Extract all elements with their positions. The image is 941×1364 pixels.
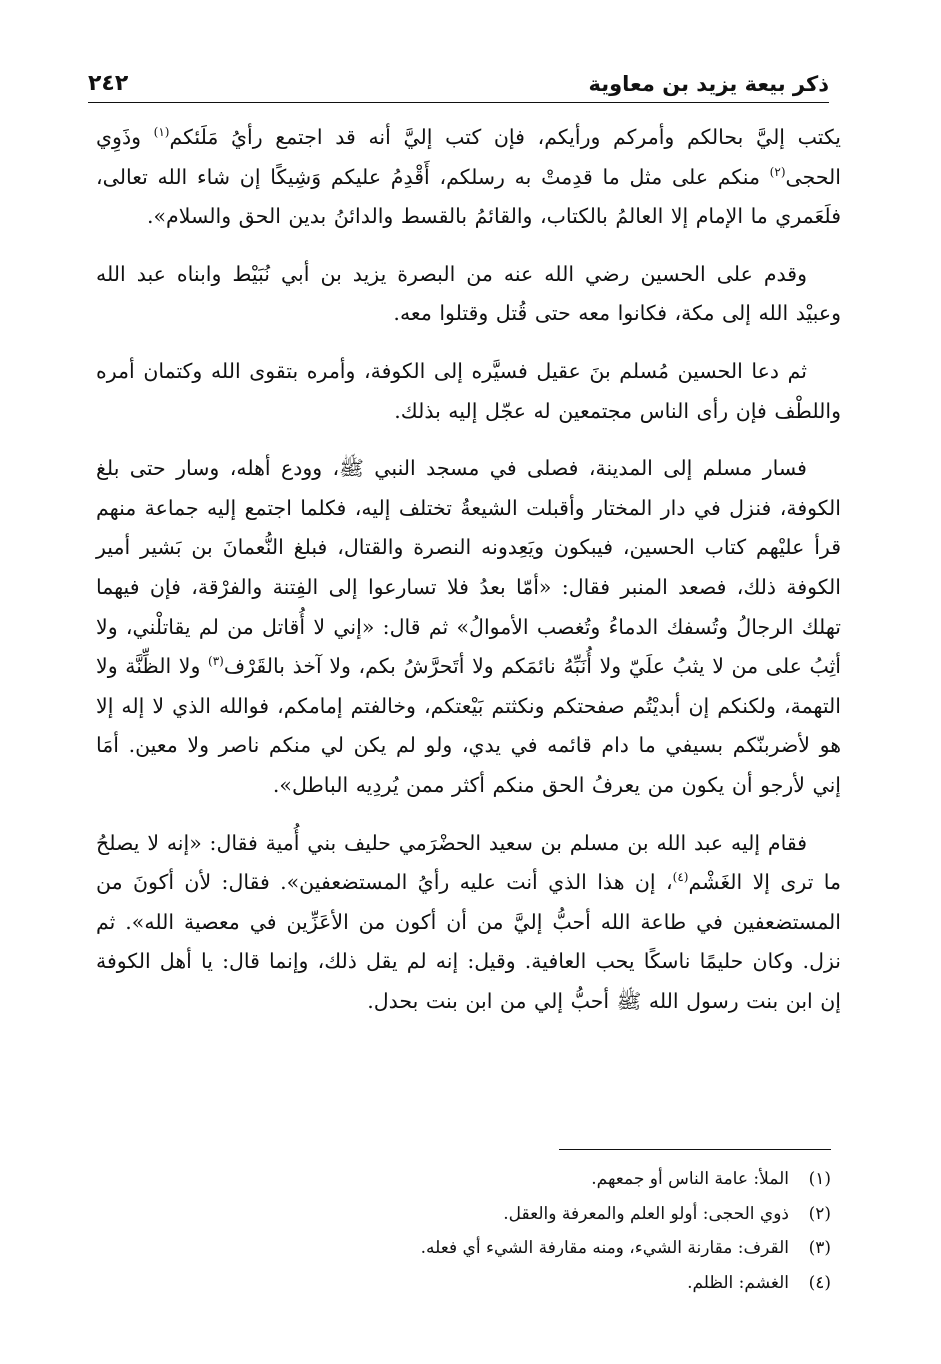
- footnote-marker-3: (٣): [208, 654, 224, 669]
- footnote-marker-1: (١): [153, 125, 170, 140]
- footnotes: [100, 1162, 831, 1300]
- running-head-title: ذكر بيعة يزيد بن معاوية: [588, 72, 829, 96]
- footnote-text: الغشم: الظلم.: [687, 1272, 789, 1293]
- footnote-text: ذوي الحجى: أولو العلم والمعرفة والعقل.: [503, 1203, 789, 1224]
- footnote-marker-4: (٤): [672, 870, 689, 885]
- text-run: وذَوِي الحجى: [96, 125, 841, 189]
- text-run: يكتب إليَّ بحالكم وأمركم ورأيكم، فإن كتب إليَّ أنه قد اجتمع رأيُ مَلَئكم: [169, 125, 841, 149]
- footnote-number: (٣): [808, 1238, 831, 1258]
- text-run: فسار مسلم إلى المدينة، فصلى في مسجد النبي ﷺ، وودع أهله، وسار حتى بلغ الكوفة، فنزل في دار المختار وأقبلت الشيعةُ تختلف إليه، فكلما اجتمع إليه جماعة منهم قرأ عليْهم كتاب الحسين، فيبكون ويَعِدونه النصرة والقتال، فبلغ النُّعمانَ بن بَشير أمير الكوفة ذلك، فصعد المنبر فقال: «أمّا بعدُ فلا تسارعوا إلى الفِتنة والفرْقة، فإن فيهما تهلك الرجالُ وتُسفك الدماءُ وتُغصب الأموالُ» ثم قال: «إني لا أُقاتل من لم يقاتلْني، ولا أثِبُ على من لا يثبُ علَيّ ولا أُنَبِّهُ نائمَكم ولا أتَحرَّشُ بكم، ولا آخذ بالقَرْف: [96, 456, 841, 679]
- body-text: [96, 118, 841, 1039]
- paragraph-1: [96, 118, 841, 237]
- footnote-text: القرف: مقارنة الشيء، ومنه مقارفة الشيء أي فعله.: [420, 1238, 789, 1258]
- text-run: منكم على مثل ما قدِمتْ به رسلكم، أَقْدِمُ عليكم وَشِيكًا إن شاء الله تعالى، فلَعَمري ما الإمام إلا العالمُ بالكتاب، والقائمُ بالقسط والدائنُ بدين الحق والسلام».: [96, 164, 841, 229]
- running-head: [88, 62, 829, 103]
- text-run: فقام إليه عبد الله بن مسلم بن سعيد الحضْرَمي حليف بني أُمية فقال: «إنه لا يصلحُ ما ترى إلا الغَشْم: [96, 830, 841, 895]
- footnote-1: [100, 1162, 831, 1197]
- paragraph-3: [96, 352, 841, 431]
- paragraph-4: [96, 449, 841, 805]
- footnote-marker-2: (٢): [769, 164, 786, 179]
- text-run: ، إن هذا الذي أنت عليه رأيُ المستضعفين». فقال: لأن أكونَ من المستضعفين في طاعة الله أحبُّ إليَّ من أن أكون من الأعَزِّين في معصية الله». ثم نزل. وكان حليمًا ناسكًا يحب العافية. وقيل: إنه لم يقل ذلك، وإنما قال: يا أهل الكوفة إن ابن بنت رسول الله ﷺ أحبُّ إلي من ابن بنت بحدل.: [96, 870, 841, 1013]
- text-run: وقدم على الحسين رضي الله عنه من البصرة يزيد بن أبي نُبَيْط وابناه عبد الله وعبيْد الله إلى مكة، فكانوا معه حتى قُتل وقتلوا معه.: [96, 261, 841, 326]
- text-run: ثم دعا الحسين مُسلم بنَ عقيل فسيَّره إلى الكوفة، وأمره بتقوى الله وكتمان أمره واللطْف فإن رأى الناس مجتمعين له عجّل إليه بذلك.: [96, 358, 841, 423]
- paragraph-2: [96, 255, 841, 334]
- paragraph-5: [96, 824, 841, 1022]
- footnote-4: [100, 1266, 831, 1301]
- footnote-3: [100, 1231, 831, 1266]
- footnote-number: (١): [808, 1169, 831, 1189]
- footnote-text: الملأ: عامة الناس أو جمعهم.: [591, 1169, 789, 1189]
- footnote-number: (٢): [808, 1203, 831, 1224]
- footnote-divider: [559, 1149, 831, 1150]
- footnote-2: [100, 1197, 831, 1232]
- text-run: ولا الظِّنَّة ولا التهمة، ولكنكم إن أبديْتُم صفحتكم ونكثتم بَيْعتكم، وخالفتم إمامكم، فوالله الذي لا إله إلا هو لأضربنّكم بسيفي ما دام قائمه في يدي، ولو لم يكن لي منكم ناصر ولا معين. أمَا إني لأرجو أن يكون من يعرفُ الحق منكم أكثر ممن يُردِيه الباطل».: [96, 654, 841, 797]
- footnote-number: (٤): [808, 1272, 831, 1293]
- page-number: ٢٤٢: [88, 71, 129, 96]
